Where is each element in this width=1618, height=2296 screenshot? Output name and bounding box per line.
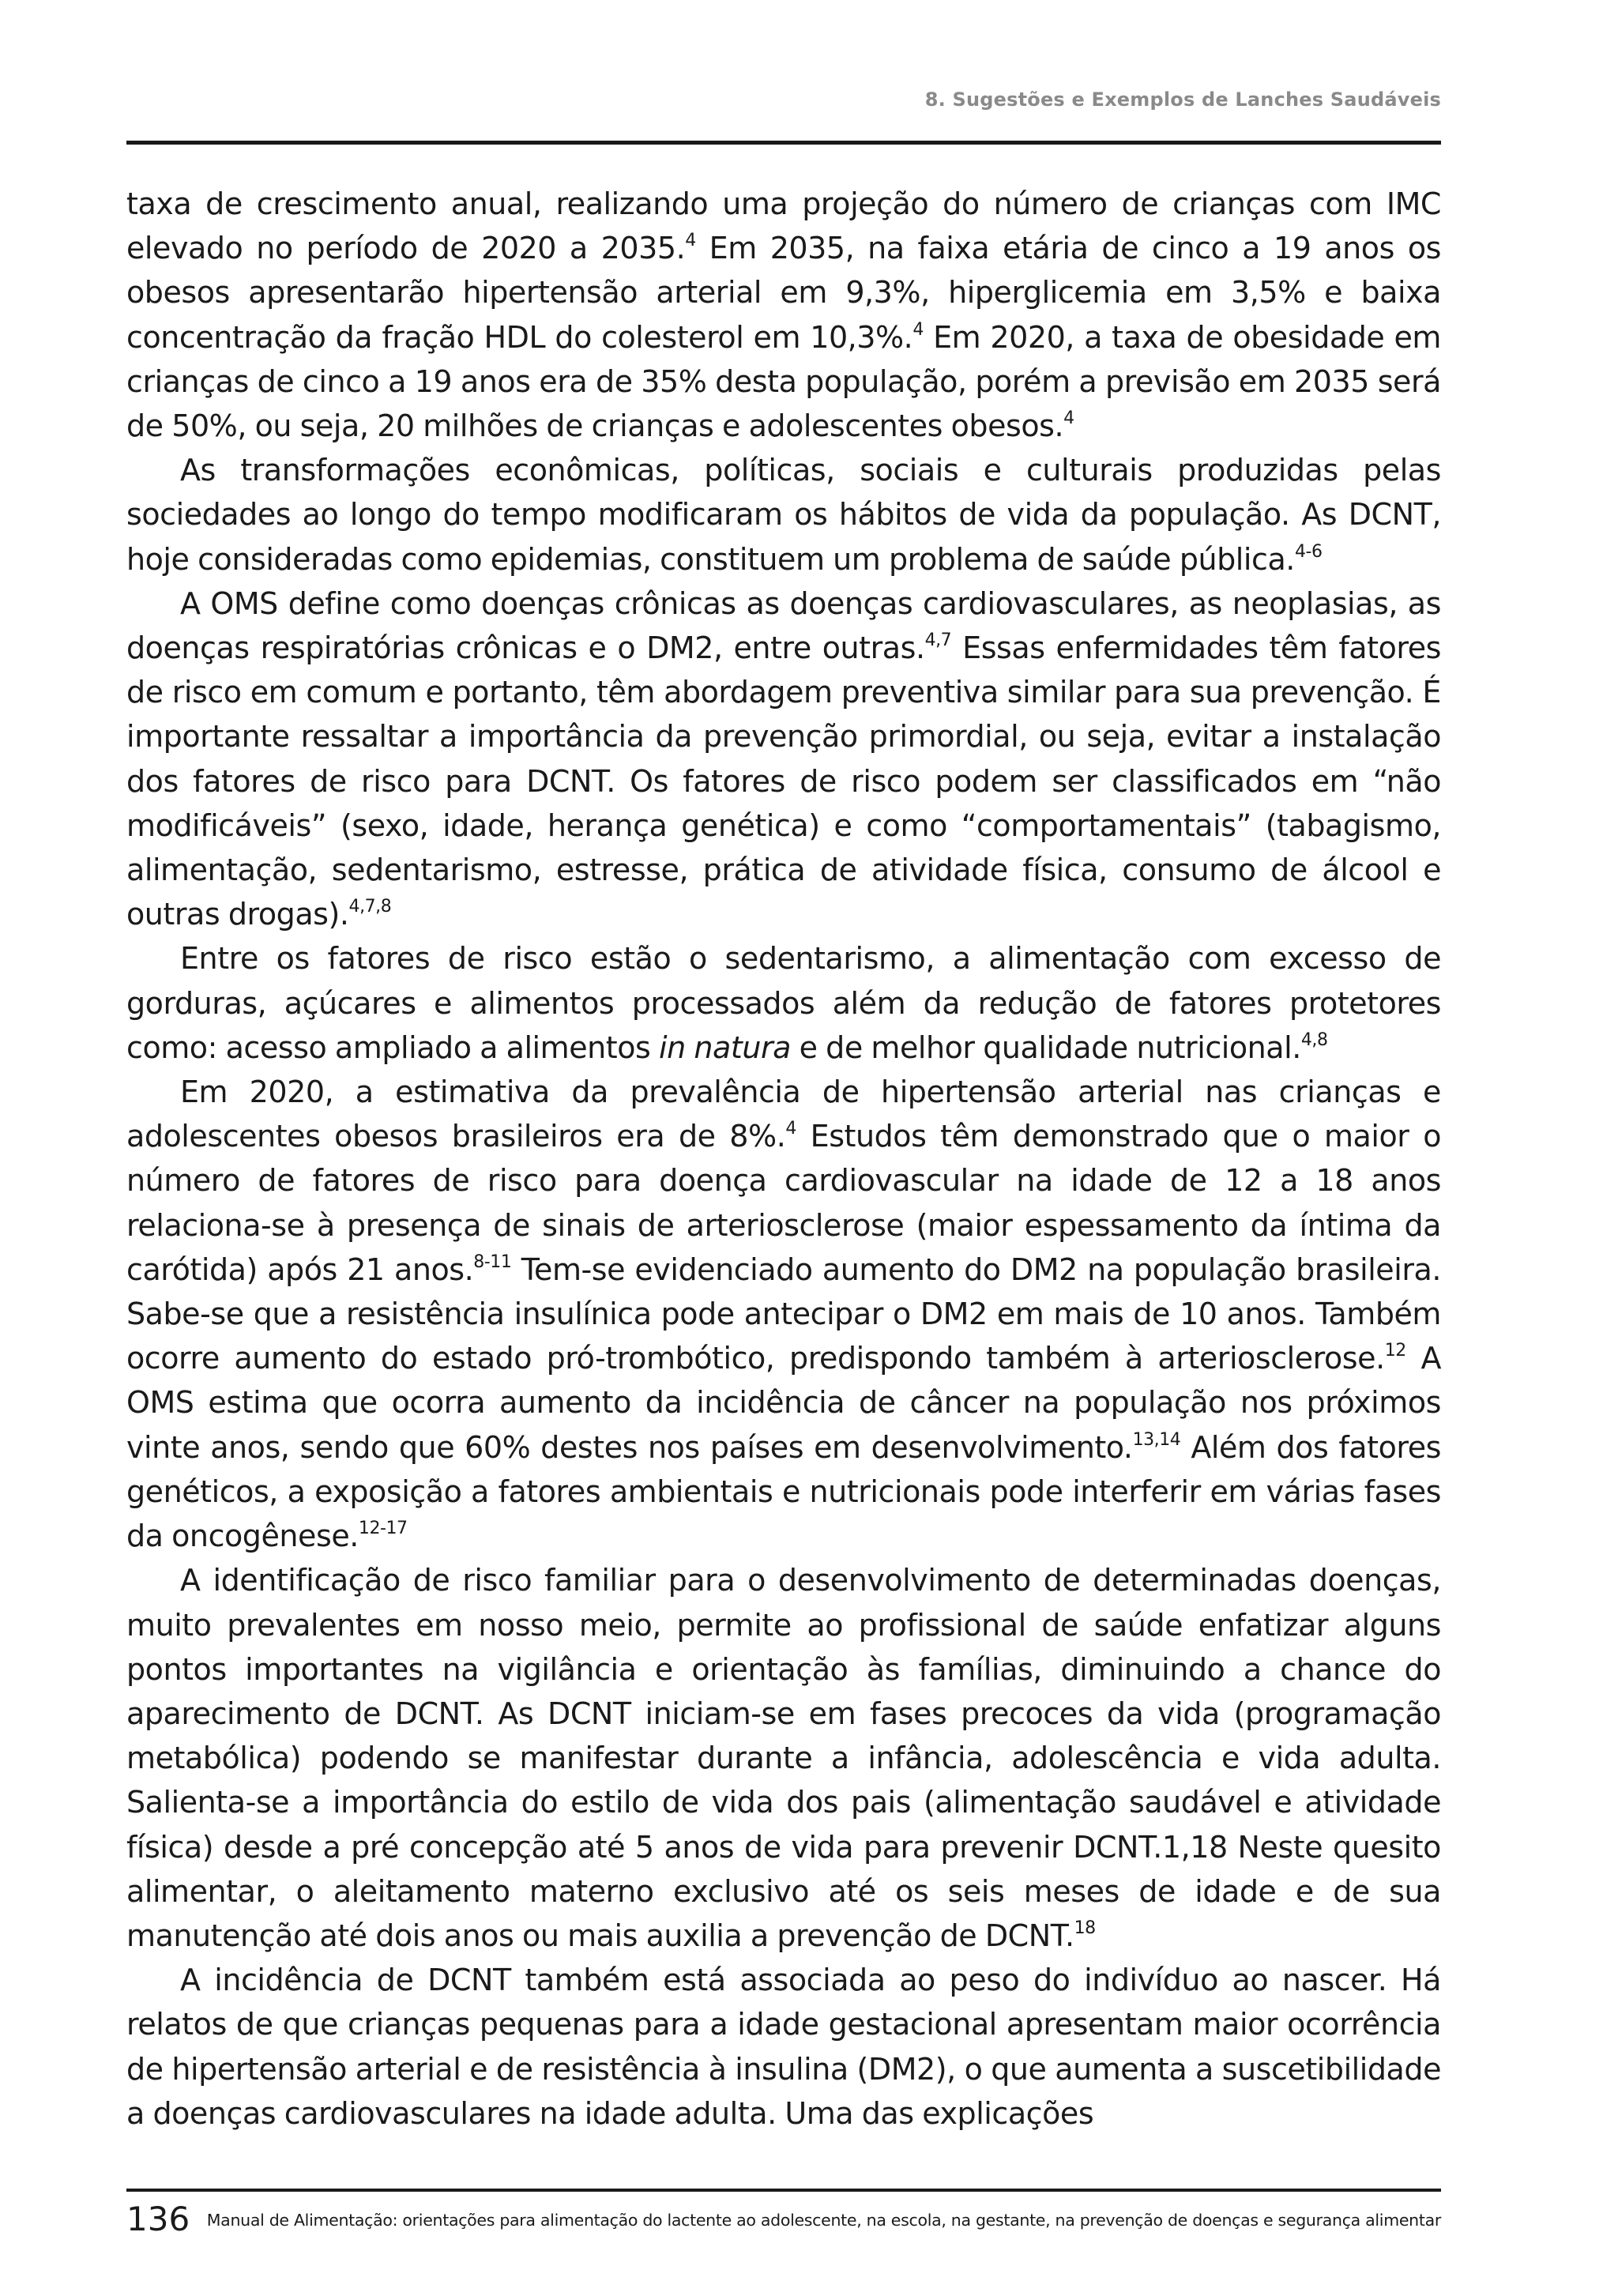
text-run: Entre os fatores de risco estão o sedentarismo, a alimentação com excesso de gorduras, açúcares e alimentos processados além da redução de fatores protetores como: acesso ampliado a alimentos xyxy=(126,941,1441,1065)
paragraph xyxy=(126,448,1441,582)
citation-superscript: 4-6 xyxy=(1294,541,1323,562)
text-run: Além dos fatores genéticos, a exposição a fatores ambientais e nutricionais pode interferir em várias fases da oncogênese. xyxy=(126,1429,1441,1554)
header-rule xyxy=(126,141,1441,145)
body-text xyxy=(126,182,1441,2136)
text-run: A identificação de risco familiar para o desenvolvimento de determinadas doenças, muito prevalentes em nosso meio, permite ao profissional de saúde enfatizar alguns pontos importantes na vigilância e orientação às famílias, diminuindo a chance do aparecimento de DCNT. As DCNT iniciam-se em fases precoces da vida (programação metabólica) podendo se manifestar durante a infância, adolescência e vida adulta. Salienta-se a importância do estilo de vida dos pais (alimentação saudável e atividade física) desde a pré concepção até 5 anos de vida para prevenir DCNT.1,18 Neste quesito alimentar, o aleitamento materno exclusivo até os seis meses de idade e de sua manutenção até dois anos ou mais auxilia a prevenção de DCNT. xyxy=(126,1563,1441,1953)
citation-superscript: 12-17 xyxy=(358,1519,408,1539)
text-run: Essas enfermidades têm fatores de risco em comum e portanto, têm abordagem preventiva similar para sua prevenção. É importante ressaltar a importância da prevenção primordial, ou seja, evitar a instalação dos fatores de risco para DCNT. Os fatores de risco podem ser classificados em “não modificáveis” (sexo, idade, herança genética) e como “comportamentais” (tabagismo, alimentação, sedentarismo, estresse, prática de atividade física, consumo de álcool e outras drogas). xyxy=(126,630,1441,932)
footer-book-title: Manual de Alimentação: orientações para alimentação do lactente ao adolescente, na escola, na gestante, na prevenção de doenças e segurança alimentar xyxy=(206,2211,1441,2230)
running-header: 8. Sugestões e Exemplos de Lanches Saudáveis xyxy=(924,88,1441,111)
text-run: A incidência de DCNT também está associada ao peso do indivíduo ao nascer. Há relatos de que crianças pequenas para a idade gestacional apresentam maior ocorrência de hipertensão arterial e de resistência à insulina (DM2), o que aumenta a suscetibilidade a doenças cardiovasculares na idade adulta. Uma das explicações xyxy=(126,1963,1441,2131)
citation-superscript: 4,7 xyxy=(924,630,952,651)
citation-superscript: 8-11 xyxy=(473,1252,512,1272)
paragraph xyxy=(126,1070,1441,1558)
text-run: A OMS define como doenças crônicas as doenças cardiovasculares, as neoplasias, as doenças respiratórias crônicas e o DM2, entre outras. xyxy=(126,585,1441,666)
paragraph xyxy=(126,1958,1441,2136)
paragraph xyxy=(126,1558,1441,1958)
citation-superscript: 13,14 xyxy=(1132,1429,1181,1450)
citation-superscript: 12 xyxy=(1384,1341,1406,1361)
text-run: A OMS estima que ocorra aumento da incidência de câncer na população nos próximos vinte anos, sendo que 60% destes nos países em desenvolvimento. xyxy=(126,1341,1441,1465)
text-run: As transformações econômicas, políticas, sociais e culturais produzidas pelas sociedades ao longo do tempo modificaram os hábitos de vida da população. As DCNT, hoje consideradas como epidemias, constituem um problema de saúde pública. xyxy=(126,453,1441,577)
text-run: Em 2020, a estimativa da prevalência de hipertensão arterial nas crianças e adolescentes obesos brasileiros era de 8%. xyxy=(126,1075,1441,1154)
document-page xyxy=(126,0,1441,2296)
citation-superscript: 18 xyxy=(1074,1918,1096,1938)
paragraph xyxy=(126,936,1441,1070)
citation-superscript: 4 xyxy=(1063,408,1074,429)
text-run: Em 2020, a taxa de obesidade em crianças de cinco a 19 anos era de 35% desta população, porém a previsão em 2035 será de 50%, ou seja, 20 milhões de crianças e adolescentes obesos. xyxy=(126,319,1441,444)
text-run: e de melhor qualidade nutricional. xyxy=(790,1029,1301,1065)
text-run: Em 2035, na faixa etária de cinco a 19 anos os obesos apresentarão hipertensão arterial em 9,3%, hiperglicemia em 3,5% e baixa concentração da fração HDL do colesterol em 10,3%. xyxy=(126,231,1441,355)
page-number: 136 xyxy=(126,2200,190,2238)
text-run: Tem-se evidenciado aumento do DM2 na população brasileira. Sabe-se que a resistência insulínica pode antecipar o DM2 em mais de 10 anos. Também ocorre aumento do estado pró-trombótico, predispondo também à arteriosclerose. xyxy=(126,1252,1441,1376)
paragraph xyxy=(126,182,1441,448)
citation-superscript: 4 xyxy=(912,319,924,340)
italic-text-run: in natura xyxy=(659,1029,791,1065)
text-run: taxa de crescimento anual, realizando uma projeção do número de crianças com IMC elevado no período de 2020 a 2035. xyxy=(126,186,1441,266)
citation-superscript: 4 xyxy=(685,231,696,251)
footer-rule xyxy=(126,2189,1441,2192)
citation-superscript: 4,8 xyxy=(1300,1029,1328,1050)
citation-superscript: 4,7,8 xyxy=(348,897,392,917)
text-run: Estudos têm demonstrado que o maior o número de fatores de risco para doença cardiovascular na idade de 12 a 18 anos relaciona-se à presença de sinais de arteriosclerose (maior espessamento da íntima da carótida) após 21 anos. xyxy=(126,1119,1441,1287)
paragraph xyxy=(126,582,1441,937)
citation-superscript: 4 xyxy=(785,1119,796,1139)
